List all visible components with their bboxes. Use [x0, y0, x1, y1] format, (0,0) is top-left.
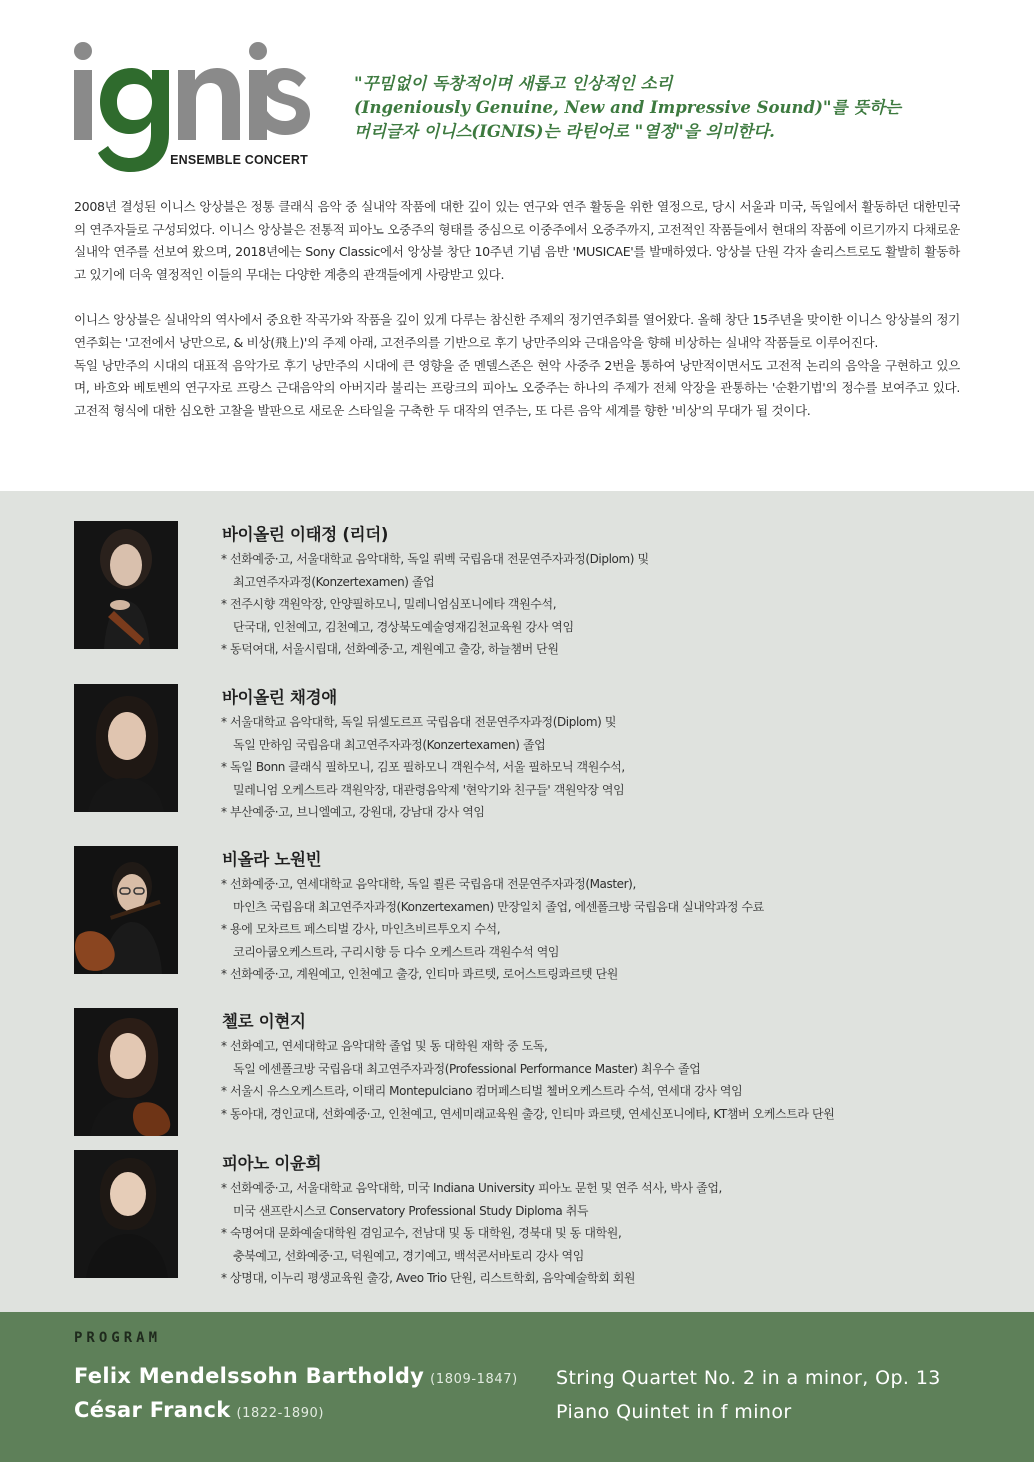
- portrait-image: [74, 1150, 178, 1278]
- bio-line: * 상명대, 이누리 평생교육원 출강, Aveo Trio 단원, 리스트학회, 음악예술학회 회원: [221, 1271, 636, 1285]
- bio-line: * 서울시 유스오케스트라, 이태리 Montepulciano 컴머페스티벌 첼버오케스트라 수석, 연세대 강사 역임: [221, 1084, 743, 1098]
- program-label: PROGRAM: [74, 1330, 162, 1346]
- composer-name: [74, 1364, 518, 1388]
- intro-paragraph: 2008년 결성된 이니스 앙상블은 정통 클래식 음악 중 실내악 작품에 대한 깊이 있는 연구와 연주 활동을 위한 열정으로, 당시 서울과 미국, 독일에서 활동하던 대한민국의 연주자들로 구성되었다. 이니스 앙상블은 전통적 피아노 오중주의 형태를 중심으로 이중주에서 오중주까지, 고전적인 작품들에서 현대의 작품에 이르기까지 다채로운 실내악 연주를 선보여 왔으며, 2018년에는 Sony Classic에서 앙상블 창단 10주년 기념 음반 'MUSICAE'를 발매하였다. 앙상블 단원 각자 솔리스트로도 활발히 활동하고 있기에 더욱 열정적인 이들의 무대는 다양한 계층의 관객들에게 사랑받고 있다.: [74, 199, 960, 282]
- portrait-image: [74, 846, 178, 974]
- member-bio: [221, 1177, 1001, 1290]
- member-bio: [221, 711, 1001, 824]
- bio-line: * 동덕여대, 서울시립대, 선화예중·고, 계원예고 출강, 하늘챔버 단원: [221, 642, 559, 656]
- bio-line: 최고연주자과정(Konzertexamen) 졸업: [233, 574, 435, 589]
- member-violin-1: [0, 521, 1034, 661]
- intro-paragraph: 독일 낭만주의 시대의 대표적 음악가로 후기 낭만주의 시대에 큰 영향을 준 멘델스존은 현악 사중주 2번을 통하여 낭만적이면서도 고전적 논리의 음악을 구현하고 있으며, 바흐와 베토벤의 연구자로 프랑스 근대음악의 아버지라 불리는 프랑크의 피아노 오중주는 하나의 주제가 전체 악장을 관통하는 '순환기법'의 정수를 보여주고 있다. 고전적 형식에 대한 심오한 고찰을 발판으로 새로운 스타일을 구축한 두 대작의 연주는, 또 다른 음악 세계를 향한 '비상'의 무대가 될 것이다.: [74, 357, 960, 418]
- member-violin-2: [0, 684, 1034, 824]
- bio-line: 단국대, 인천예고, 김천예고, 경상북도예술영재김천교육원 강사 역임: [233, 619, 574, 634]
- bio-line: 미국 샌프란시스코 Conservatory Professional Study Diploma 취득: [233, 1203, 589, 1218]
- bio-line: * 숙명여대 문화예술대학원 겸임교수, 전남대 및 동 대학원, 경북대 및 동 대학원,: [221, 1226, 622, 1240]
- bio-line: 마인츠 국립음대 최고연주자과정(Konzertexamen) 만장일치 졸업, 에센폴크방 국립음대 실내악과정 수료: [233, 899, 764, 914]
- bio-line: * 동아대, 경인교대, 선화예중·고, 인천예고, 연세미래교육원 출강, 인티마 콰르텟, 연세신포니에타, KT챔버 오케스트라 단원: [221, 1106, 835, 1121]
- bio-line: * 선화예중·고, 계원예고, 인천예고 출강, 인티마 콰르텟, 로어스트링콰르텟 단원: [221, 967, 618, 981]
- tagline: [354, 72, 974, 144]
- bio-line: * 독일 Bonn 클래식 필하모니, 김포 필하모니 객원수석, 서울 필하모닉 객원수석,: [221, 760, 625, 774]
- member-name: 바이올린 이태정 (리더): [222, 525, 389, 544]
- header: [0, 0, 1034, 190]
- member-bio: [221, 873, 1001, 986]
- program-section: [0, 1312, 1034, 1462]
- bio-line: * 서울대학교 음악대학, 독일 뒤셀도르프 국립음대 전문연주자과정(Diplom) 및: [221, 715, 617, 729]
- bio-line: * 용에 모차르트 페스티벌 강사, 마인츠비르투오지 수석,: [221, 922, 501, 936]
- composer-years: (1809-1847): [430, 1372, 518, 1387]
- bio-line: * 선화예중·고, 연세대학교 음악대학, 독일 쾰른 국립음대 전문연주자과정(Master),: [221, 877, 636, 891]
- composer-name-text: Felix Mendelssohn Bartholdy: [74, 1364, 425, 1388]
- work-title: Piano Quintet in f minor: [556, 1401, 792, 1423]
- portrait-image: [74, 521, 178, 649]
- bio-line: 밀레니엄 오케스트라 객원악장, 대관령음악제 '현악기와 친구들' 객원악장 역임: [233, 782, 625, 797]
- bio-line: * 선화예중·고, 서울대학교 음악대학, 독일 뤼벡 국립음대 전문연주자과정(Diplom) 및: [221, 552, 649, 566]
- member-name: 바이올린 채경애: [222, 688, 337, 707]
- intro-paragraph: 이니스 앙상블은 실내악의 역사에서 중요한 작곡가와 작품을 깊이 있게 다루는 참신한 주제의 정기연주회를 열어왔다. 올해 창단 15주년을 맞이한 이니스 앙상블의 정기연주회는 '고전에서 낭만으로, & 비상(飛上)'의 주제 아래, 고전주의를 기반으로 후기 낭만주의와 근대음악을 향해 비상하는 실내악 작품들로 이루어진다.: [74, 312, 960, 350]
- member-bio: [221, 1035, 1001, 1125]
- member-name: 피아노 이윤희: [222, 1154, 322, 1173]
- bio-line: * 선화예중·고, 서울대학교 음악대학, 미국 Indiana University 피아노 문헌 및 연주 석사, 박사 졸업,: [221, 1181, 722, 1195]
- bio-line: 코리아쿱오케스트라, 구리시향 등 다수 오케스트라 객원수석 역임: [233, 944, 560, 959]
- member-photo: [74, 1008, 178, 1136]
- member-bio: [221, 548, 1001, 661]
- tagline-line: "꾸밈없이 독창적이며 새롭고 인상적인 소리: [354, 74, 673, 93]
- bio-line: 독일 에센폴크방 국립음대 최고연주자과정(Professional Performance Master) 최우수 졸업: [233, 1061, 701, 1076]
- member-piano: [0, 1150, 1034, 1290]
- composer-name-text: César Franck: [74, 1398, 231, 1422]
- intro-text: [74, 196, 960, 422]
- tagline-line: (Ingeniously Genuine, New and Impressive Sound)"를 뜻하는: [354, 98, 901, 117]
- bio-line: * 부산예중·고, 브니엘예고, 강원대, 강남대 강사 역임: [221, 805, 485, 819]
- composer-name: [74, 1398, 324, 1422]
- ignis-logo: [72, 40, 312, 175]
- portrait-image: [74, 684, 178, 812]
- tagline-line: 머리글자 이니스(IGNIS)는 라틴어로 "열정"을 의미한다.: [354, 122, 775, 141]
- member-name: 첼로 이현지: [222, 1012, 306, 1031]
- member-photo: [74, 1150, 178, 1278]
- portrait-image: [74, 1008, 178, 1136]
- work-title: String Quartet No. 2 in a minor, Op. 13: [556, 1367, 941, 1389]
- bio-line: 충북예고, 선화예중·고, 덕원예고, 경기예고, 백석콘서바토리 강사 역임: [233, 1248, 584, 1263]
- bio-line: 독일 만하임 국립음대 최고연주자과정(Konzertexamen) 졸업: [233, 737, 546, 752]
- member-photo: [74, 684, 178, 812]
- member-photo: [74, 521, 178, 649]
- bio-line: * 선화예고, 연세대학교 음악대학 졸업 및 동 대학원 재학 중 도독,: [221, 1039, 548, 1053]
- member-cello: [0, 1008, 1034, 1148]
- logo-subtitle: ENSEMBLE CONCERT: [170, 153, 308, 167]
- member-photo: [74, 846, 178, 974]
- bio-line: * 전주시향 객원악장, 안양필하모니, 밀레니엄심포니에타 객원수석,: [221, 597, 557, 611]
- composer-years: (1822-1890): [236, 1406, 325, 1421]
- member-viola: [0, 846, 1034, 986]
- member-name: 비올라 노원빈: [222, 850, 322, 869]
